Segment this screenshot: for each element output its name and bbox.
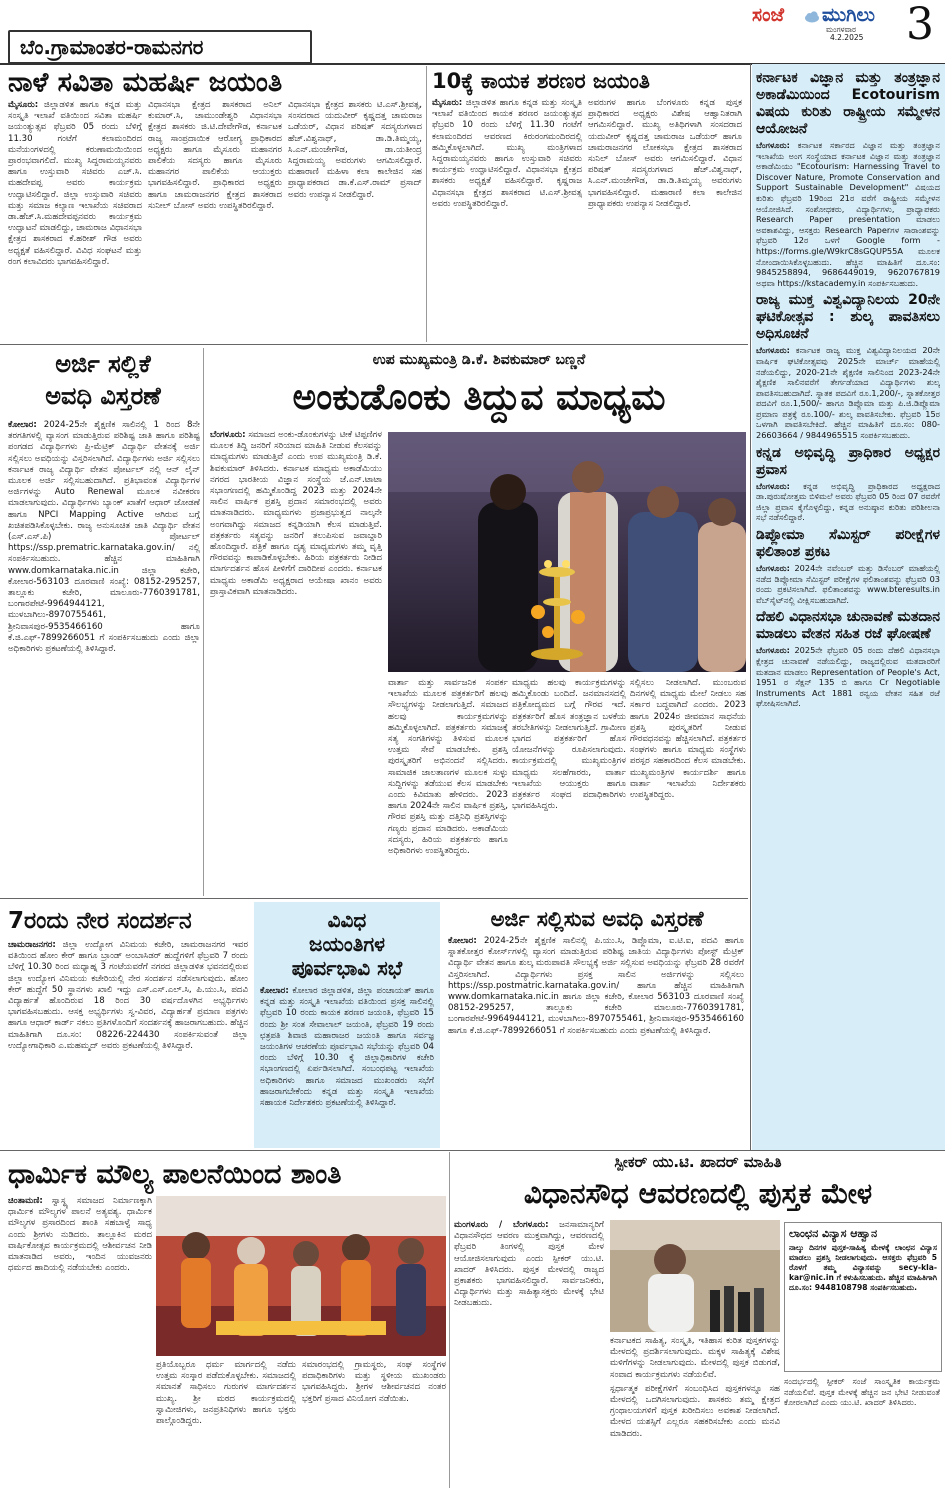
sidebar-s3-text: ಕನ್ನಡ ಅಭಿವೃದ್ಧಿ ಪ್ರಾಧಿಕಾರದ ಅಧ್ಯಕ್ಷರಾದ ಡಾ.ಪುರುಷೋತ್ತಮ ಬಿಳಿಮಲೆ ಅವರು ಫೆಬ್ರವರಿ 05 ರಿಂದ 07 ರವರೆಗೆ ಜಿಲ್ಲಾ ಪ್ರವಾಸ ಕೈಗೊಳ್ಳಲಿದ್ದು, ಕನ್ನಡ ಅನುಷ್ಠಾನ ಕುರಿತು ಪರಿಶೀಲನಾ ಸಭೆ ನಡೆಸಲಿದ್ದಾರೆ. (756, 480, 940, 523)
divider-h2 (0, 898, 748, 899)
kayaka-text-1: ಜಿಲ್ಲಾಡಳಿತ ಹಾಗೂ ಕನ್ನಡ ಮತ್ತು ಸಂಸ್ಕೃತಿ ಇಲಾಖೆ ವತಿಯಿಂದ ಕಾಯಕ ಶರಣರ ಜಯಂತ್ಯುತ್ಸವ ಫೆಬ್ರವರಿ 10 ರಂದು ಬೆಳಿಗ್ಗೆ 11.30 ಗಂಟೆಗೆ ಕಲಾಮಂದಿರದ ಆವರಣದ ಕಿರುರಂಗಮಂದಿರದಲ್ಲಿ ಹಮ್ಮಿಕೊಳ್ಳಲಾಗಿದೆ. ಮುಖ್ಯ ಮಂತ್ರಿಗಳಾದ ಸಿದ್ದರಾಮಯ್ಯನವರು ಹಾಗೂ ಉಸ್ತುವಾರಿ ಸಚಿವರು ಕಾರ್ಯಕ್ರಮ ಉದ್ಘಾಟಿಸಲಿದ್ದಾರೆ. ವಿಧಾನಸಭಾ ಕ್ಷೇತ್ರದ ಶಾಸಕರು ಅಧ್ಯಕ್ಷತೆ ವಹಿಸಲಿದ್ದಾರೆ. ಕೃಷ್ಣರಾಜ ವಿಧಾನಸಭಾ ಕ್ಷೇತ್ರದ ಶಾಸಕರಾದ ಟಿ.ಎಸ್.ಶ್ರೀವತ್ಸ ಅವರು ಉಪಸ್ಥಿತರಿರಲಿದ್ದಾರೆ. (432, 98, 582, 209)
headline-vividha-1: ವಿವಿಧ (327, 908, 367, 932)
headline-kayaka: 10ಕ್ಕೆ ಕಾಯಕ ಶರಣರ ಜಯಂತಿ (432, 69, 650, 93)
ankudonku-text-2: ವಾರ್ತಾ ಮತ್ತು ಸಾರ್ವಜನಿಕ ಸಂಪರ್ಕ ಇಲಾಖೆಯ ಮೂಲಕ ಪತ್ರಕರ್ತರಿಗೆ ಹಲವು ಸೌಲಭ್ಯಗಳನ್ನು ನೀಡಲಾಗುತ್ತಿದೆ. ಸಮಾಜದ ಹಲವು ಕಾರ್ಯಕ್ರಮಗಳನ್ನು ಹಮ್ಮಿಕೊಳ್ಳಲಾಗಿದೆ. ಪತ್ರಕರ್ತರು ಸಮಾಜಕ್ಕೆ ಸತ್ಯ ಸಂಗತಿಗಳನ್ನು ತಿಳಿಸುವ ಮೂಲಕ ಉತ್ತಮ ಸೇವೆ ಮಾಡಬೇಕು. ಪ್ರಶಸ್ತಿ ಪುರಸ್ಕೃತರಿಗೆ ಅಭಿನಂದನೆ ಸಲ್ಲಿಸಿದರು. ಸಾಮಾಜಿಕ ಜಾಲತಾಣಗಳ ಮೂಲಕ ಸುಳ್ಳು ಸುದ್ದಿಗಳನ್ನು ತಡೆಯುವ ಕೆಲಸ ಮಾಡಬೇಕು ಎಂದು ಕಿವಿಮಾತು ಹೇಳಿದರು. 2023 ಹಾಗೂ 2024ನೇ ಸಾಲಿನ ವಾರ್ಷಿಕ ಪ್ರಶಸ್ತಿ, ಗೌರವ ಪ್ರಶಸ್ತಿ ಮತ್ತು ದತ್ತಿನಿಧಿ ಪ್ರಶಸ್ತಿಗಳನ್ನು ಗಣ್ಯರು ಪ್ರದಾನ ಮಾಡಿದರು. ಅಕಾಡೆಮಿಯ ಸದಸ್ಯರು, ಹಿರಿಯ ಪತ್ರಕರ್ತರು ಹಾಗೂ ಅಧಿಕಾರಿಗಳು ಉಪಸ್ಥಿತರಿದ್ದರು. (388, 678, 508, 857)
sidebar-s2-dateline: ಬೆಂಗಳೂರು: (756, 345, 790, 356)
arji-sallisuva-text: 2024-25ನೇ ಶೈಕ್ಷಣಿಕ ಸಾಲಿನಲ್ಲಿ ಪಿ.ಯು.ಸಿ, ಡಿಪ್ಲೊಮಾ, ಐ.ಟಿ.ಐ, ಪದವಿ ಹಾಗೂ ಸ್ನಾತಕೋತ್ತರ ಕೋರ್ಸ್‌ಗಳಲ್ಲಿ ವ್ಯಾಸಂಗ ಮಾಡುತ್ತಿರುವ ಪರಿಶಿಷ್ಟ ಜಾತಿಯ ವಿದ್ಯಾರ್ಥಿಗಳು ಪೋಸ್ಟ್ ಮೆಟ್ರಿಕ್ ವಿದ್ಯಾರ್ಥಿ ವೇತನ ಹಾಗೂ ಶುಲ್ಕ ಮರುಪಾವತಿ ಸೌಲಭ್ಯಕ್ಕೆ ಅರ್ಜಿ ಸಲ್ಲಿಸುವ ಅವಧಿಯನ್ನು ಫೆಬ್ರವರಿ 28 ರವರೆಗೆ ವಿಸ್ತರಿಸಲಾಗಿದೆ. ವಿದ್ಯಾರ್ಥಿಗಳು ಪ್ರಸಕ್ತ ಸಾಲಿನ ಅರ್ಜಿಗಳನ್ನು ಸಲ್ಲಿಸಲು https://ssp.postmatric.karnataka.gov.in/ ಹಾಗೂ ಹೆಚ್ಚಿನ ಮಾಹಿತಿಗಾಗಿ www.domkarnataka.nic.in ಹಾಗೂ ಜಿಲ್ಲಾ ಕಚೇರಿ, ಕೋಲಾರ 563103 ದೂರವಾಣಿ ಸಂಖ್ಯೆ 08152-295257, ತಾಲ್ಲೂಕು ಕಚೇರಿ ಮಾಲೂರು-7760391781, ಬಂಗಾರಪೇಟೆ-9964944121, ಮುಳಬಾಗಿಲು-8970755461, ಶ್ರೀನಿವಾಸಪುರ-9535466160 ಹಾಗೂ ಕೆ.ಜಿ.ಎಫ್-7899266051 ಗೆ ಸಂಪರ್ಕಿಸಬಹುದು ಎಂದು ಪ್ರಕಟಣೆಯಲ್ಲಿ ತಿಳಿಸಿದ್ದಾರೆ. (448, 936, 744, 1036)
brand-name-a: ಸಂಜೆ (752, 4, 785, 26)
savitha-dateline: ಮೈಸೂರು: (8, 100, 39, 110)
ankudonku-col-4 (630, 678, 746, 894)
savitha-col-3 (288, 100, 422, 340)
sidebar-heading-diploma: ಡಿಪ್ಲೋಮಾ ಸೆಮಿಸ್ಟರ್ ಪರೀಕ್ಷೆಗಳ ಫಲಿತಾಂಶ ಪ್ರಕಟ (756, 527, 940, 561)
dharmika-text-3: ಸಮಾರಂಭದಲ್ಲಿ ಗ್ರಾಮಸ್ಥರು, ಸಂಘ ಸಂಸ್ಥೆಗಳ ಪದಾಧಿಕಾರಿಗಳು ಮತ್ತು ಸ್ಥಳೀಯ ಮುಖಂಡರು ಭಾಗವಹಿಸಿದ್ದರು. ಶ್ರೀಗಳ ಆಶೀರ್ವಚನದ ನಂತರ ಭಕ್ತರಿಗೆ ಪ್ರಸಾದ ವಿನಿಯೋಗ ನಡೆಯಿತು. (302, 1360, 446, 1404)
pustaka-col-1 (454, 1220, 604, 1486)
headline-pustaka: ವಿಧಾನಸೌಧ ಆವರಣದಲ್ಲಿ ಪುಸ್ತಕ ಮೇಳ (523, 1177, 873, 1210)
issue-weekday: ಮಂಗಳವಾರ (826, 25, 857, 34)
photo-religious-ceremony (156, 1196, 446, 1356)
sidebar-heading-delhi: ದೆಹಲಿ ವಿಧಾನಸಭಾ ಚುನಾವಣೆ ಮತದಾನ ಮಾಡಲು ವೇತನ ಸಹಿತ ರಜೆ ಘೋಷಣೆ (756, 609, 940, 643)
kicker-ankudonku: ಉಪ ಮುಖ್ಯಮಂತ್ರಿ ಡಿ.ಕೆ. ಶಿವಕುಮಾರ್ ಬಣ್ಣನೆ (372, 352, 586, 368)
sidebar-heading-ecotourism: ಕರ್ನಾಟಕ ವಿಜ್ಞಾನ ಮತ್ತು ತಂತ್ರಜ್ಞಾನ ಅಕಾಡೆಮಿಯಿಂದ Ecotourism ವಿಷಯ ಕುರಿತು ರಾಷ್ಟ್ರೀಯ ಸಮ್ಮೇಳನ ಆಯೋಜನೆ (756, 70, 940, 137)
pustaka-tail-text: ಸಂದರ್ಭದಲ್ಲಿ ಸ್ಪೀಕರ್ ಸಂಜೆ ಸಾಂಸ್ಕೃತಿಕ ಕಾರ್ಯಕ್ರಮ ನಡೆಯಲಿವೆ. ಪುಸ್ತಕ ಮೇಳಕ್ಕೆ ಹೆಚ್ಚಿನ ಜನ ಭೇಟಿ ನೀಡುವಂತೆ ಕೋರಲಾಗಿದೆ ಎಂದು ಯು.ಟಿ. ಖಾದರ್ ತಿಳಿಸಿದರು. (784, 1376, 940, 1408)
headline-savitha: ನಾಳೆ ಸವಿತಾ ಮಹರ್ಷಿ ಜಯಂತಿ (8, 67, 283, 98)
vividha-dateline: ಕೋಲಾರ: (260, 986, 289, 996)
ankudonku-text-1: ಸಮಾಜದ ಅಂಕು-ಡೊಂಕುಗಳನ್ನು ಟೀಕೆ ಟಿಪ್ಪಣಿಗಳ ಮೂಲಕ ತಿದ್ದಿ ಜನರಿಗೆ ಸರಿಯಾದ ಮಾಹಿತಿ ನೀಡುವ ಕೆಲಸವನ್ನು ಮಾಧ್ಯಮಗಳು ಮಾಡುತ್ತಿವೆ ಎಂದು ಉಪ ಮುಖ್ಯಮಂತ್ರಿ ಡಿ.ಕೆ. ಶಿವಕುಮಾರ್ ತಿಳಿಸಿದರು. ಕರ್ನಾಟಕ ಮಾಧ್ಯಮ ಅಕಾಡೆಮಿಯು ನಗರದ ಭಾರತೀಯ ವಿಜ್ಞಾನ ಸಂಸ್ಥೆಯ ಜೆ.ಎನ್.ಟಾಟಾ ಸಭಾಂಗಣದಲ್ಲಿ ಹಮ್ಮಿಕೊಂಡಿದ್ದ 2023 ಮತ್ತು 2024ನೇ ಸಾಲಿನ ವಾರ್ಷಿಕ ಪ್ರಶಸ್ತಿ ಪ್ರದಾನ ಸಮಾರಂಭದಲ್ಲಿ ಅವರು ಮಾತನಾಡಿದರು. ಮಾಧ್ಯಮಗಳು ಪ್ರಜಾಪ್ರಭುತ್ವದ ನಾಲ್ಕನೇ ಅಂಗವಾಗಿದ್ದು ಸಮಾಜದ ಕನ್ನಡಿಯಾಗಿ ಕೆಲಸ ಮಾಡುತ್ತಿವೆ. ಪತ್ರಕರ್ತರು ಸತ್ಯವನ್ನು ಜನರಿಗೆ ತಲುಪಿಸುವ ಜವಾಬ್ದಾರಿ ಹೊಂದಿದ್ದಾರೆ. ಪತ್ರಿಕೆ ಹಾಗೂ ದೃಶ್ಯ ಮಾಧ್ಯಮಗಳು ತಮ್ಮ ವೃತ್ತಿ ಗೌರವವನ್ನು ಕಾಪಾಡಿಕೊಳ್ಳಬೇಕು. ಹಿರಿಯ ಪತ್ರಕರ್ತರು ನೀಡಿದ ಮಾರ್ಗದರ್ಶನ ಹೊಸ ಪೀಳಿಗೆಗೆ ದಾರಿದೀಪ ಎಂದರು. ಕರ್ನಾಟಕ ಮಾಧ್ಯಮ ಅಕಾಡೆಮಿ ಅಧ್ಯಕ್ಷರಾದ ಆಯೇಷಾ ಖಾನಂ ಅವರು ಪ್ರಾಸ್ತಾವಿಕವಾಗಿ ಮಾತನಾಡಿದರು. (210, 430, 382, 597)
sidebar-s1-dateline: ಬೆಂಗಳೂರು: (756, 140, 790, 150)
savitha-text-2: ವಿಧಾನಸಭಾ ಕ್ಷೇತ್ರದ ಶಾಸಕರಾದ ಅನಿಲ್ ಕುಮಾರ್.ಸಿ, ಚಾಮುಂಡೇಶ್ವರಿ ವಿಧಾನಸಭಾ ಕ್ಷೇತ್ರದ ಶಾಸಕರು ಜಿ.ಟಿ.ದೇವೇಗೌಡ, ಕರ್ನಾಟಕ ರಾಜ್ಯ ಸಾಂಪ್ರದಾಯಿಕ ಆರೋಗ್ಯ ಪ್ರಾಧಿಕಾರದ ಅಧ್ಯಕ್ಷರು ಹಾಗೂ ಮೈಸೂರು ಮಹಾನಗರ ಪಾಲಿಕೆಯ ಸದಸ್ಯರು ಹಾಗೂ ಮೈಸೂರು ಮಹಾನಗರ ಪಾಲಿಕೆಯ ಆಯುಕ್ತರು ಭಾಗವಹಿಸಲಿದ್ದಾರೆ. ಪ್ರಾಧಿಕಾರದ ಅಧ್ಯಕ್ಷರು ಹಾಗೂ ಚಾಮರಾಜನಗರ ಕ್ಷೇತ್ರದ ಶಾಸಕರಾದ ಸುನೀಲ್ ಬೋಸ್ ಅವರು ಉಪಸ್ಥಿತರಿರಲಿದ್ದಾರೆ. (148, 100, 282, 211)
kicker-pustaka: ಸ್ಪೀಕರ್ ಯು.ಟಿ. ಖಾದರ್ ಮಾಹಿತಿ (614, 1153, 782, 1171)
sidebar-column (756, 66, 940, 1148)
brand-name-b: ಮುಗಿಲು (822, 4, 875, 26)
pustaka-text-3: ಸ್ಪರ್ಧಾತ್ಮಕ ಪರೀಕ್ಷೆಗಳಿಗೆ ಸಂಬಂಧಿಸಿದ ಪುಸ್ತಕಗಳನ್ನೂ ಸಹ ಮೇಳದಲ್ಲಿ ಒದಗಿಸಲಾಗುವುದು. ಶಾಸಕರು ತಮ್ಮ ಕ್ಷೇತ್ರದ ಗ್ರಂಥಾಲಯಗಳಿಗೆ ಪುಸ್ತಕ ಖರೀದಿಸಲು ಅವಕಾಶ ನೀಡಲಾಗಿದೆ. ಮೇಳದ ಯಶಸ್ಸಿಗೆ ಎಲ್ಲರೂ ಸಹಕರಿಸಬೇಕು ಎಂದು ಮನವಿ ಮಾಡಿದರು. (610, 1383, 780, 1439)
cloud-icon (804, 8, 820, 20)
kayaka-col-2 (588, 98, 742, 342)
dharmika-text-1: ಸ್ವಾಸ್ಥ್ಯ ಸಮಾಜದ ನಿರ್ಮಾಣಕ್ಕಾಗಿ ಧಾರ್ಮಿಕ ಮೌಲ್ಯಗಳ ಪಾಲನೆ ಅತ್ಯವಶ್ಯ. ಧಾರ್ಮಿಕ ಮೌಲ್ಯಗಳ ಪ್ರಸಾರದಿಂದ ಶಾಂತಿ ಸಹಬಾಳ್ವೆ ಸಾಧ್ಯ ಎಂದು ಶ್ರೀಗಳು ನುಡಿದರು. ತಾಲ್ಲೂಕಿನ ಮಠದ ವಾರ್ಷಿಕೋತ್ಸವ ಕಾರ್ಯಕ್ರಮದಲ್ಲಿ ಆಶೀರ್ವಚನ ನೀಡಿ ಮಾತನಾಡಿದ ಅವರು, ಇಂದಿನ ಯುವಜನರು ಧರ್ಮದ ಹಾದಿಯಲ್ಲಿ ನಡೆಯಬೇಕು ಎಂದರು. (8, 1196, 152, 1274)
photo-speaker (610, 1220, 780, 1332)
kayaka-text-2: ಅವರುಗಳ ಹಾಗೂ ಬೆಂಗಳೂರು ಕನ್ನಡ ಪುಸ್ತಕ ಪ್ರಾಧಿಕಾರದ ಅಧ್ಯಕ್ಷರು ವಿಶೇಷ ಆಹ್ವಾನಿತರಾಗಿ ಆಗಮಿಸಲಿದ್ದಾರೆ. ಮುಖ್ಯ ಅತಿಥಿಗಳಾಗಿ ಸಂಸದರಾದ ಯದುವೀರ್ ಕೃಷ್ಣದತ್ತ ಚಾಮರಾಜ ಒಡೆಯರ್ ಹಾಗೂ ಚಾಮರಾಜನಗರ ಲೋಕಸಭಾ ಕ್ಷೇತ್ರದ ಶಾಸಕರಾದ ಸುನಿಲ್ ಬೋಸ್ ಅವರು ಆಗಮಿಸಲಿದ್ದಾರೆ. ವಿಧಾನ ಪರಿಷತ್ ಸದಸ್ಯರುಗಳಾದ ಹೆಚ್.ವಿಶ್ವನಾಥ್, ಸಿ.ಎನ್.ಮಂಜೇಗೌಡ, ಡಾ.ಡಿ.ತಿಮ್ಮಯ್ಯ ಅವರುಗಳು ಭಾಗವಹಿಸಲಿದ್ದಾರೆ. ಮಹಾರಾಣಿ ಕಲಾ ಕಾಲೇಜಿನ ಪ್ರಾಧ್ಯಾಪಕರು ಉಪನ್ಯಾಸ ನೀಡಲಿದ್ದಾರೆ. (588, 98, 742, 209)
7randu-dateline: ಚಾಮರಾಜನಗರ: (8, 940, 56, 950)
headline-vividha-2: ಜಯಂತಿಗಳ (309, 932, 385, 956)
headline-7randu: 7ರಂದು ನೇರ ಸಂದರ್ಶನ (8, 908, 192, 934)
arji-avadhi-text: 2024-25ನೇ ಶೈಕ್ಷಣಿಕ ಸಾಲಿನಲ್ಲಿ 1 ರಿಂದ 8ನೇ ತರಗತಿಗಳಲ್ಲಿ ವ್ಯಾಸಂಗ ಮಾಡುತ್ತಿರುವ ಪರಿಶಿಷ್ಟ ಜಾತಿ ಹಾಗೂ ಪರಿಶಿಷ್ಟ ಪಂಗಡದ ವಿದ್ಯಾರ್ಥಿಗಳು ಪ್ರಿ-ಮೆಟ್ರಿಕ್ ವಿದ್ಯಾರ್ಥಿ ವೇತನಕ್ಕೆ ಅರ್ಜಿ ಸಲ್ಲಿಸಲು ಅವಧಿಯನ್ನು ವಿಸ್ತರಿಸಲಾಗಿದೆ. ವಿದ್ಯಾರ್ಥಿಗಳು ಅರ್ಜಿ ಸಲ್ಲಿಸಲು ಕರ್ನಾಟಕ ರಾಜ್ಯ ವಿದ್ಯಾರ್ಥಿ ವೇತನ ಪೋರ್ಟಲ್ ನಲ್ಲಿ ಆನ್ ಲೈನ್ ಮೂಲಕ ಅರ್ಜಿ ಸಲ್ಲಿಸಬಹುದಾಗಿದೆ. ಪ್ರತಿಭಾವಂತ ವಿದ್ಯಾರ್ಥಿಗಳ ಅರ್ಜಿಗಳನ್ನು Auto Renewal ಮೂಲಕ ನವೀಕರಣ ಮಾಡಲಾಗುವುದು. ವಿದ್ಯಾರ್ಥಿಗಳು ಬ್ಯಾಂಕ್ ಖಾತೆಗೆ ಆಧಾರ್ ಜೋಡಣೆ ಹಾಗೂ NPCI Mapping Active ಆಗಿರುವ ಬಗ್ಗೆ ಖಚಿತಪಡಿಸಿಕೊಳ್ಳಬೇಕು. ರಾಜ್ಯ ಅನುಸೂಚಿತ ಜಾತಿ ವಿದ್ಯಾರ್ಥಿ ವೇತನ (ಎಸ್.ಎಸ್.ಪಿ) ಪೋರ್ಟಲ್ https://ssp.prematric.karnataka.gov.in/ ನಲ್ಲಿ ಸಂಪರ್ಕಿಸಬಹುದು. ಹೆಚ್ಚಿನ ಮಾಹಿತಿಗಾಗಿ www.domkarnataka.nic.in ಜಿಲ್ಲಾ ಕಚೇರಿ, ಕೋಲಾರ-563103 ದೂರವಾಣಿ ಸಂಖ್ಯೆ: 08152-295257, ತಾಲ್ಲೂಕು ಕಚೇರಿ, ಮಾಲೂರು-7760391781, ಬಂಗಾರಪೇಟೆ-9964944121, ಮುಳಬಾಗಿಲು-8970755461, ಶ್ರೀನಿವಾಸಪುರ-9535466160 ಹಾಗೂ ಕೆ.ಜಿ.ಎಫ್-7899266051 ಗೆ ಸಂಪರ್ಕಿಸಬಹುದು ಎಂದು ಜಿಲ್ಲಾ ಅಧಿಕಾರಿಗಳು ಪ್ರಕಟಣೆಯಲ್ಲಿ ತಿಳಿಸಿದ್ದಾರೆ. (8, 420, 200, 655)
arji-sallisuva-body (448, 936, 744, 1146)
kayaka-col-1 (432, 98, 582, 342)
sidebar-s4-dateline: ಬೆಂಗಳೂರು: (756, 563, 790, 574)
headline-dharmika: ಧಾರ್ಮಿಕ ಮೌಲ್ಯ ಪಾಲನೆಯಿಂದ ಶಾಂತಿ (8, 1159, 342, 1190)
dharmika-col-1 (8, 1196, 152, 1486)
divider-v1 (426, 66, 427, 342)
headline-vividha-3: ಪೂರ್ವಭಾವಿ ಸಭೆ (291, 956, 403, 980)
sidebar-s5-dateline: ಬೆಂಗಳೂರು: (756, 645, 790, 656)
7randu-text: ಜಿಲ್ಲಾ ಉದ್ಯೋಗ ವಿನಿಮಯ ಕಚೇರಿ, ಚಾಮರಾಜನಗರ ಇವರ ವತಿಯಿಂದ ಹೋಂ ಕೇರ್ ಹಾಗೂ ಬ್ರಾಂಡ್ ಅಂಬಾಸಿಡರ್ ಹುದ್ದೆಗಳಿಗೆ ಫೆಬ್ರವರಿ 7 ರಂದು ಬೆಳಿಗ್ಗೆ 10.30 ರಿಂದ ಮಧ್ಯಾಹ್ನ 3 ಗಂಟೆಯವರೆಗೆ ನಗರದ ಜಿಲ್ಲಾಡಳಿತ ಭವನದಲ್ಲಿರುವ ಜಿಲ್ಲಾ ಉದ್ಯೋಗ ವಿನಿಮಯ ಕಚೇರಿಯಲ್ಲಿ ನೇರ ಸಂದರ್ಶನ ನಡೆಸಲಾಗುವುದು. ಹೋಂ ಕೇರ್ ಹುದ್ದೆಗೆ 50 ಸ್ಥಾನಗಳು ಖಾಲಿ ಇದ್ದು ಎಸ್.ಎಸ್.ಎಲ್.ಸಿ, ಪಿ.ಯು.ಸಿ, ಪದವಿ ವಿದ್ಯಾರ್ಹತೆ ಹೊಂದಿರುವ 18 ರಿಂದ 30 ವರ್ಷದೊಳಗಿನ ಅಭ್ಯರ್ಥಿಗಳು ಭಾಗವಹಿಸಬಹುದು. ಆಸಕ್ತ ಅಭ್ಯರ್ಥಿಗಳು ಸ್ವ-ವಿವರ, ವಿದ್ಯಾರ್ಹತೆ ಪ್ರಮಾಣ ಪತ್ರಗಳು ಹಾಗೂ ಆಧಾರ್ ಕಾರ್ಡ್ ನಕಲು ಪ್ರತಿಗಳೊಂದಿಗೆ ಸಂದರ್ಶನಕ್ಕೆ ಹಾಜರಾಗಬಹುದು. ಹೆಚ್ಚಿನ ಮಾಹಿತಿಗಾಗಿ ದೂ.ಸಂ: 08226-224430 ಸಂಪರ್ಕಿಸುವಂತೆ ಜಿಲ್ಲಾ ಉದ್ಯೋಗಾಧಿಕಾರಿ ಎ.ಮಹಮ್ಮದ್ ಅವರು ಪ್ರಕಟಣೆಯಲ್ಲಿ ತಿಳಿಸಿದ್ದಾರೆ. (8, 940, 248, 1051)
divider-v2 (203, 348, 204, 896)
divider-v3 (449, 1152, 450, 1488)
pustaka-dateline: ಮಂಗಳೂರು / ಬೆಂಗಳೂರು: (454, 1220, 549, 1230)
vividha-body (260, 986, 434, 1146)
dharmika-col-2 (156, 1360, 296, 1486)
headline-arji-sallisuva: ಅರ್ಜಿ ಸಲ್ಲಿಸುವ ಅವಧಿ ವಿಸ್ತರಣೆ (490, 907, 704, 931)
arji-sallisuva-dateline: ಕೋಲಾರ: (448, 936, 477, 946)
sidebar-heading-kannada: ಕನ್ನಡ ಅಭಿವೃದ್ಧಿ ಪ್ರಾಧಿಕಾರ ಅಧ್ಯಕ್ಷರ ಪ್ರವಾಸ (756, 444, 940, 478)
sidebar-s2-text: ಕರ್ನಾಟಕ ರಾಜ್ಯ ಮುಕ್ತ ವಿಶ್ವವಿದ್ಯಾನಿಲಯದ 20ನೇ ವಾರ್ಷಿಕ ಘಟಿಕೋತ್ಸವವು 2025ನೇ ಮಾರ್ಚ್ ಮಾಹೆಯಲ್ಲಿ ನಡೆಯಲಿದ್ದು, 2020-21ನೇ ಶೈಕ್ಷಣಿಕ ಸಾಲಿನಿಂದ 2023-24ನೇ ಶೈಕ್ಷಣಿಕ ಸಾಲಿನವರೆಗೆ ತೇರ್ಗಡೆಯಾದ ವಿದ್ಯಾರ್ಥಿಗಳು ಶುಲ್ಕ ಪಾವತಿಸಬಹುದಾಗಿದೆ. ಸ್ನಾತಕ ಪದವಿಗೆ ರೂ.1,200/-, ಸ್ನಾತಕೋತ್ತರ ಪದವಿಗೆ ರೂ.1,500/- ಹಾಗೂ ಡಿಪ್ಲೊಮಾ ಮತ್ತು ಪಿ.ಜಿ.ಡಿಪ್ಲೊಮಾ ಪ್ರಮಾಣ ಪತ್ರಕ್ಕೆ ರೂ.100/- ಶುಲ್ಕ ಪಾವತಿಸಬೇಕು. ಫೆಬ್ರವರಿ 15ರ ಒಳಗಾಗಿ ಪಾವತಿಸಬೇಕಿದೆ. ಹೆಚ್ಚಿನ ಮಾಹಿತಿಗೆ ದೂ.ಸಂ: 080-26603664 / 9844965515 ಸಂಪರ್ಕಿಸಬಹುದು. (756, 345, 940, 441)
ankudonku-text-4: ಸಲ್ಲಿಸಲು ನೀಡಲಾಗಿದೆ. ಮುಂಬರುವ ದಿನಗಳಲ್ಲಿ ಮಾಧ್ಯಮ ಮೇಲೆ ನೀಡಲು ಸಹ ಸರ್ಕಾರ ಬದ್ಧವಾಗಿದೆ ಎಂದರು. 2023 ಹಾಗೂ 2024ರ ಜೀವಮಾನ ಸಾಧನೆಯ ಪ್ರಶಸ್ತಿ ಪುರಸ್ಕೃತರಿಗೆ ನೀಡುವ ಗೌರವಧನವನ್ನು ಹೆಚ್ಚಿಸಲಾಗಿದೆ. ಪತ್ರಕರ್ತರ ಸಂಘಗಳು ಹಾಗೂ ಮಾಧ್ಯಮ ಸಂಸ್ಥೆಗಳು ಪರಸ್ಪರ ಸಹಕಾರದಿಂದ ಕೆಲಸ ಮಾಡಬೇಕು. ಮುಖ್ಯಮಂತ್ರಿಗಳ ಕಾರ್ಯದರ್ಶಿ ಹಾಗೂ ವಾರ್ತಾ ಇಲಾಖೆಯ ನಿರ್ದೇಶಕರು ಉಪಸ್ಥಿತರಿದ್ದರು. (630, 678, 746, 801)
logo-design-ad (784, 1222, 942, 1372)
divider-h3 (0, 1150, 945, 1151)
pustaka-text-2: ಕರ್ನಾಟಕದ ಸಾಹಿತ್ಯ, ಸಂಸ್ಕೃತಿ, ಇತಿಹಾಸ ಕುರಿತ ಪುಸ್ತಕಗಳನ್ನು ಮೇಳದಲ್ಲಿ ಪ್ರದರ್ಶಿಸಲಾಗುವುದು. ಮಕ್ಕಳ ಸಾಹಿತ್ಯಕ್ಕೆ ವಿಶೇಷ ಮಳಿಗೆಗಳನ್ನು ನೀಡಲಾಗುವುದು. ಮೇಳದಲ್ಲಿ ಪುಸ್ತಕ ಬಿಡುಗಡೆ, ಸಂವಾದ ಕಾರ್ಯಕ್ರಮಗಳು ನಡೆಯಲಿವೆ. (610, 1336, 780, 1380)
pustaka-text-1: ಜನಸಾಮಾನ್ಯರಿಗೆ ವಿಧಾನಸೌಧದ ಆವರಣ ಮುಕ್ತವಾಗಿದ್ದು, ಆವರಣದಲ್ಲಿ ಫೆಬ್ರವರಿ ತಿಂಗಳಲ್ಲಿ ಪುಸ್ತಕ ಮೇಳ ಆಯೋಜಿಸಲಾಗುವುದು ಎಂದು ಸ್ಪೀಕರ್ ಯು.ಟಿ. ಖಾದರ್ ತಿಳಿಸಿದರು. ಪುಸ್ತಕ ಮೇಳದಲ್ಲಿ ರಾಜ್ಯದ ಪ್ರಕಾಶಕರು ಭಾಗವಹಿಸಲಿದ್ದಾರೆ. ಸಾರ್ವಜನಿಕರು, ವಿದ್ಯಾರ್ಥಿಗಳು ಮತ್ತು ಸಾಹಿತ್ಯಾಸಕ್ತರು ಮೇಳಕ್ಕೆ ಭೇಟಿ ನೀಡಬಹುದು. (454, 1220, 604, 1309)
ad-title: ಲಾಂಛನ ವಿನ್ಯಾಸ ಆಹ್ವಾನ (789, 1227, 878, 1240)
dharmika-col-3 (302, 1360, 446, 1486)
section-label: ಬೆಂ.ಗ್ರಾಮಾಂತರ-ರಾಮನಗರ (20, 35, 204, 59)
divider-sidebar (750, 64, 751, 1150)
ankudonku-text-3: ಮಾಧ್ಯಮ ಹಲವು ಕಾರ್ಯಕ್ರಮಗಳನ್ನು ಹಮ್ಮಿಕೊಂಡು ಬಂದಿದೆ. ಜನಮಾನಸದಲ್ಲಿ ಪತ್ರಿಕೋದ್ಯಮದ ಬಗ್ಗೆ ಗೌರವ ಇದೆ. ಪತ್ರಕರ್ತರಿಗೆ ಹೊಸ ತಂತ್ರಜ್ಞಾನ ಬಳಕೆಯ ತರಬೇತಿಗಳನ್ನು ನೀಡಲಾಗುತ್ತಿದೆ. ಗ್ರಾಮೀಣ ಭಾಗದ ಪತ್ರಕರ್ತರಿಗೆ ಹೊಸ ಯೋಜನೆಗಳನ್ನು ರೂಪಿಸಲಾಗುವುದು. ಕಾರ್ಯಕ್ರಮದಲ್ಲಿ ಮುಖ್ಯಮಂತ್ರಿಗಳ ಮಾಧ್ಯಮ ಸಲಹೆಗಾರರು, ವಾರ್ತಾ ಇಲಾಖೆಯ ಆಯುಕ್ತರು ಹಾಗೂ ಪತ್ರಕರ್ತರ ಸಂಘದ ಪದಾಧಿಕಾರಿಗಳು ಭಾಗವಹಿಸಿದ್ದರು. (512, 678, 626, 812)
ankudonku-col-1 (210, 430, 382, 894)
7randu-body (8, 940, 248, 1146)
sidebar-s1-text: ಕರ್ನಾಟಕ ಸರ್ಕಾರದ ವಿಜ್ಞಾನ ಮತ್ತು ತಂತ್ರಜ್ಞಾನ ಇಲಾಖೆಯ ಅಂಗ ಸಂಸ್ಥೆಯಾದ ಕರ್ನಾಟಕ ವಿಜ್ಞಾನ ಮತ್ತು ತಂತ್ರಜ್ಞಾನ ಅಕಾಡೆಮಿಯು "Ecotourism: Harnessing Travel to Discover Nature, Promote Conservation and Support Sustainable Development" ವಿಷಯದ ಕುರಿತು ಫೆಬ್ರವರಿ 19ರಿಂದ 21ರ ವರೆಗೆ ರಾಷ್ಟ್ರೀಯ ಸಮ್ಮೇಳನ ಆಯೋಜಿಸಿದೆ. ಸಂಶೋಧಕರು, ವಿದ್ಯಾರ್ಥಿಗಳು, ಪ್ರಾಧ್ಯಾಪಕರು Research Paper presentation ಮಾಡಲು ಅವಕಾಶವಿದ್ದು, ಆಸಕ್ತರು Research Paperಗಳ ಸಾರಾಂಶವನ್ನು ಫೆಬ್ರವರಿ 12ರ ಒಳಗೆ Google form - https://forms.gle/W9krC8sGQUP55A ಮೂಲಕ ನೋಂದಾಯಿಸಿಕೊಳ್ಳಬಹುದು. ಹೆಚ್ಚಿನ ಮಾಹಿತಿಗೆ ದೂ.ಸಂ: 9845258894, 9686449019, 9620767819 ಅಥವಾ https://kstacademy.in ಸಂಪರ್ಕಿಸಬಹುದು. (756, 140, 940, 288)
dharmika-dateline: ಚಿಂತಾಮಣಿ: (8, 1196, 43, 1206)
masthead-brand (752, 4, 902, 42)
vividha-text: ಕೋಲಾರ ಜಿಲ್ಲಾಡಳಿತ, ಜಿಲ್ಲಾ ಪಂಚಾಯತ್ ಹಾಗೂ ಕನ್ನಡ ಮತ್ತು ಸಂಸ್ಕೃತಿ ಇಲಾಖೆಯ ವತಿಯಿಂದ ಪ್ರಸಕ್ತ ಸಾಲಿನಲ್ಲಿ ಫೆಬ್ರವರಿ 10 ರಂದು ಕಾಯಕ ಶರಣರ ಜಯಂತಿ, ಫೆಬ್ರವರಿ 15 ರಂದು ಶ್ರೀ ಸಂತ ಸೇವಾಲಾಲ್ ಜಯಂತಿ, ಫೆಬ್ರವರಿ 19 ರಂದು ಛತ್ರಪತಿ ಶಿವಾಜಿ ಮಹಾರಾಜರ ಜಯಂತಿ ಹಾಗೂ ಸರ್ವಜ್ಞ ಜಯಂತಿಗಳ ಆಚರಣೆಯ ಪೂರ್ವಭಾವಿ ಸಭೆಯನ್ನು ಫೆಬ್ರವರಿ 04 ರಂದು ಬೆಳಿಗ್ಗೆ 10.30 ಕ್ಕೆ ಜಿಲ್ಲಾಧಿಕಾರಿಗಳ ಕಚೇರಿ ಸಭಾಂಗಣದಲ್ಲಿ ಏರ್ಪಡಿಸಲಾಗಿದೆ. ಸಂಬಂಧಪಟ್ಟ ಇಲಾಖೆಯ ಅಧಿಕಾರಿಗಳು ಹಾಗೂ ಸಮಾಜದ ಮುಖಂಡರು ಸಭೆಗೆ ಹಾಜರಾಗಬೇಕೆಂದು ಕನ್ನಡ ಮತ್ತು ಸಂಸ್ಕೃತಿ ಇಲಾಖೆಯ ಸಹಾಯಕ ನಿರ್ದೇಶಕರು ಪ್ರಕಟಣೆಯಲ್ಲಿ ತಿಳಿಸಿದ್ದಾರೆ. (260, 986, 434, 1109)
section-label-box (8, 30, 312, 64)
ad-body: ನಾಲ್ಕು ದಿನಗಳ ಪುಸ್ತಕ-ಸಾಹಿತ್ಯ ಮೇಳಕ್ಕೆ ಲಾಂಛನ ವಿನ್ಯಾಸ ಮಾಡಲು ಪ್ರಶಸ್ತಿ ನೀಡಲಾಗುವುದು. ಆಸಕ್ತರು ಫೆಬ್ರವರಿ 5 ರೊಳಗೆ ತಮ್ಮ ವಿನ್ಯಾಸವನ್ನು secy-kla-kar@nic.in ಗೆ ಕಳುಹಿಸಬಹುದು. ಹೆಚ್ಚಿನ ಮಾಹಿತಿಗಾಗಿ ದೂ.ಸಂ: 9448108798 ಸಂಪರ್ಕಿಸಬಹುದು. (789, 1243, 937, 1292)
ankudonku-dateline: ಬೆಂಗಳೂರು: (210, 430, 246, 440)
page-number: 3 (906, 0, 934, 50)
ankudonku-col-2 (388, 678, 508, 894)
arji-avadhi-body (8, 420, 200, 890)
savitha-text-1: ಜಿಲ್ಲಾಡಳಿತ ಹಾಗೂ ಕನ್ನಡ ಮತ್ತು ಸಂಸ್ಕೃತಿ ಇಲಾಖೆ ವತಿಯಿಂದ ಸವಿತಾ ಮಹರ್ಷಿ ಜಯಂತ್ಯುತ್ಸವ ಫೆಬ್ರವರಿ 05 ರಂದು ಬೆಳಿಗ್ಗೆ 11.30 ಗಂಟೆಗೆ ಕಲಾಮಂದಿರದ ಮನೆಯಂಗಳದಲ್ಲಿ ಕರುಣಾಮಯಿಯಿಂದ ಪ್ರಾರಂಭವಾಗಲಿದೆ. ಮುಖ್ಯ ಸಿದ್ದರಾಮಯ್ಯನವರು ಹಾಗೂ ಉಸ್ತುವಾರಿ ಸಚಿವರು ಎಚ್.ಸಿ. ಮಹದೇವಪ್ಪ ಅವರು ಕಾರ್ಯಕ್ರಮ ಉದ್ಘಾಟಿಸಲಿದ್ದಾರೆ. ಜಿಲ್ಲಾ ಉಸ್ತುವಾರಿ ಸಚಿವರು ಮತ್ತು ಸಮಾಜ ಕಲ್ಯಾಣ ಇಲಾಖೆಯ ಸಚಿವರಾದ ಡಾ.ಹೆಚ್.ಸಿ.ಮಹದೇವಪ್ಪನವರು ಕಾರ್ಯಕ್ರಮ ಉದ್ಘಾಟನೆ ಮಾಡಲಿದ್ದು, ಚಾಮರಾಜ ವಿಧಾನಸಭಾ ಕ್ಷೇತ್ರದ ಶಾಸಕರಾದ ಕೆ.ಹರೀಶ್ ಗೌಡ ಅವರು ಅಧ್ಯಕ್ಷತೆ ವಹಿಸಲಿದ್ದಾರೆ. ವಿವಿಧ ಸಂಘಟನೆ ಮತ್ತು ರಂಗ ಕಲಾವಿದರು ಭಾಗವಹಿಸಲಿದ್ದಾರೆ. (8, 100, 142, 267)
ankudonku-col-3 (512, 678, 626, 894)
savitha-col-1 (8, 100, 142, 340)
savitha-text-3: ವಿಧಾನಸಭಾ ಕ್ಷೇತ್ರದ ಶಾಸಕರು ಟಿ.ಎಸ್.ಶ್ರೀವತ್ಸ, ಸಂಸದರಾದ ಯದುವೀರ್ ಕೃಷ್ಣದತ್ತ ಚಾಮರಾಜ ಒಡೆಯರ್, ವಿಧಾನ ಪರಿಷತ್ ಸದಸ್ಯರುಗಳಾದ ಹೆಚ್.ವಿಶ್ವನಾಥ್, ಡಾ.ಡಿ.ತಿಮ್ಮಯ್ಯ, ಸಿ.ಎನ್.ಮಂಜೇಗೌಡ, ಡಾ.ಯತೀಂದ್ರ ಸಿದ್ದರಾಮಯ್ಯ ಅವರುಗಳು ಆಗಮಿಸಲಿದ್ದಾರೆ. ಮಹಾರಾಣಿ ಮಹಿಳಾ ಕಲಾ ಕಾಲೇಜಿನ ಸಹ ಪ್ರಾಧ್ಯಾಪಕರಾದ ಡಾ.ಕೆ.ಎಸ್.ರಾಮ್ ಪ್ರಸಾದ್ ಅವರು ಉಪನ್ಯಾಸ ನೀಡಲಿದ್ದಾರೆ. (288, 100, 422, 200)
sidebar-s3-dateline: ಬೆಂಗಳೂರು: (756, 480, 790, 491)
dharmika-text-2: ಪ್ರತಿಯೊಬ್ಬರೂ ಧರ್ಮ ಮಾರ್ಗದಲ್ಲಿ ನಡೆದು ಉತ್ತಮ ಸಂಸ್ಕಾರ ಪಡೆದುಕೊಳ್ಳಬೇಕು. ಸಮಾಜದಲ್ಲಿ ಸಮಾನತೆ ಸಾಧಿಸಲು ಗುರುಗಳ ಮಾರ್ಗದರ್ಶನ ಮುಖ್ಯ. ಶ್ರೀ ಮಠದ ಕಾರ್ಯಕ್ರಮದಲ್ಲಿ ಸ್ವಾಮೀಜಿಗಳು, ಜನಪ್ರತಿನಿಧಿಗಳು ಹಾಗೂ ಭಕ್ತರು ಪಾಲ್ಗೊಂಡಿದ್ದರು. (156, 1360, 296, 1427)
arji-avadhi-dateline: ಕೋಲಾರ: (8, 420, 37, 430)
headline-arji-avadhi-2: ಅವಧಿ ವಿಸ್ತರಣೆ (45, 382, 161, 410)
pustaka-tail (784, 1376, 940, 1486)
divider-h1 (0, 344, 748, 345)
sidebar-s5-text: 2025ನೇ ಫೆಬ್ರವರಿ 05 ರಂದು ದೆಹಲಿ ವಿಧಾನಸಭಾ ಕ್ಷೇತ್ರದ ಚುನಾವಣೆ ನಡೆಯಲಿದ್ದು, ರಾಜ್ಯದಲ್ಲಿರುವ ಮತದಾರರಿಗೆ ಮತದಾನ ಮಾಡಲು Representation of People's Act, 1951 ರ ಸೆಕ್ಷನ್ 135 ಬಿ ಹಾಗೂ Cr Negotiable Instruments Act 1881 ರನ್ವಯ ವೇತನ ಸಹಿತ ರಜೆ ಘೋಷಿಸಲಾಗಿದೆ. (756, 645, 940, 709)
headline-ankudonku: ಅಂಕುಡೊಂಕು ತಿದ್ದುವ ಮಾಧ್ಯಮ (292, 377, 666, 418)
issue-date: 4.2.2025 (830, 33, 864, 42)
savitha-col-2 (148, 100, 282, 340)
headline-arji-avadhi-1: ಅರ್ಜಿ ಸಲ್ಲಿಕೆ (55, 350, 151, 378)
sidebar-s4-text: 2024ನೇ ನವೆಂಬರ್ ಮತ್ತು ಡಿಸೆಂಬರ್ ಮಾಹೆಯಲ್ಲಿ ನಡೆದ ಡಿಪ್ಲೋಮಾ ಸೆಮಿಸ್ಟರ್ ಪರೀಕ್ಷೆಗಳ ಫಲಿತಾಂಶವನ್ನು ಫೆಬ್ರವರಿ 03 ರಂದು ಪ್ರಕಟಿಸಲಾಗಿದೆ. ಫಲಿತಾಂಶವನ್ನು www.bteresults.in ವೆಬ್‌ಸೈಟ್‌ನಲ್ಲಿ ವೀಕ್ಷಿಸಬಹುದಾಗಿದೆ. (756, 563, 940, 605)
photo-lamp-lighting (388, 432, 746, 672)
pustaka-col-2 (610, 1336, 780, 1486)
sidebar-heading-convocation: ರಾಜ್ಯ ಮುಕ್ತ ವಿಶ್ವವಿದ್ಯಾನಿಲಯ 20ನೇ ಘಟಿಕೋತ್ಸವ : ಶುಲ್ಕ ಪಾವತಿಸಲು ಅಧಿಸೂಚನೆ (756, 292, 940, 343)
kayaka-dateline: ಮೈಸೂರು: (432, 98, 463, 108)
